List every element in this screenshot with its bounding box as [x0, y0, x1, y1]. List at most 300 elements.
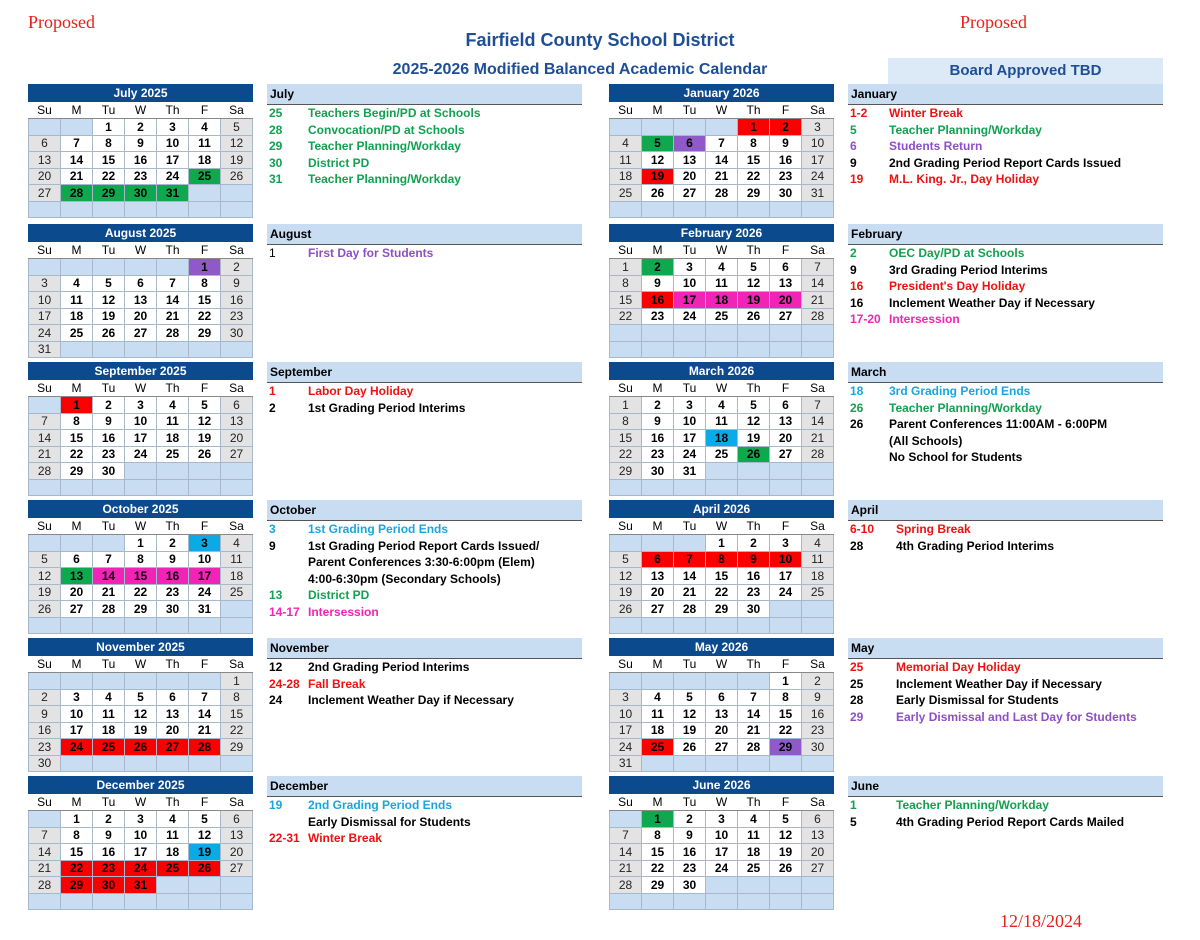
empty-day-cell	[706, 325, 738, 342]
weekday-header: Su	[29, 102, 61, 119]
day-cell: 21	[610, 860, 642, 877]
day-cell: 17	[770, 568, 802, 585]
day-cell: 27	[706, 739, 738, 756]
empty-day-cell	[189, 479, 221, 496]
day-cell: 12	[610, 568, 642, 585]
month-title: June 2026	[609, 776, 834, 794]
day-cell: 1	[770, 673, 802, 690]
empty-day-cell	[189, 617, 221, 634]
event-row	[267, 604, 582, 621]
day-cell: 25	[738, 860, 770, 877]
month-events	[267, 84, 582, 188]
month-events	[267, 776, 582, 847]
day-cell: 10	[125, 413, 157, 430]
event-date: 1-2	[850, 106, 868, 120]
day-cell: 3	[674, 259, 706, 276]
day-cell: 6	[802, 811, 834, 828]
weekday-header: M	[642, 242, 674, 259]
day-cell: 30	[221, 325, 253, 342]
day-cell: 1	[706, 535, 738, 552]
weekday-header: Th	[738, 102, 770, 119]
day-cell: 17	[674, 430, 706, 447]
day-cell: 19	[738, 430, 770, 447]
day-cell: 20	[125, 308, 157, 325]
day-cell: 2	[770, 119, 802, 136]
weekday-header: Sa	[221, 518, 253, 535]
day-cell: 25	[189, 168, 221, 185]
weekday-header: Th	[738, 380, 770, 397]
day-cell: 27	[157, 739, 189, 756]
day-cell: 23	[93, 446, 125, 463]
day-cell: 18	[706, 430, 738, 447]
event-date: 1	[850, 798, 857, 812]
month-table	[609, 794, 834, 910]
weekday-header: W	[125, 380, 157, 397]
event-date: 19	[269, 798, 283, 812]
weekday-header: M	[61, 518, 93, 535]
empty-day-cell	[221, 185, 253, 202]
day-cell: 2	[93, 397, 125, 414]
day-cell: 28	[802, 446, 834, 463]
empty-day-cell	[610, 341, 642, 358]
weekday-header: F	[189, 656, 221, 673]
day-cell: 25	[642, 739, 674, 756]
day-cell: 11	[157, 413, 189, 430]
event-date: 28	[850, 693, 864, 707]
weekday-header: Sa	[802, 518, 834, 535]
day-cell: 26	[221, 168, 253, 185]
day-cell: 15	[61, 844, 93, 861]
proposed-label-left: Proposed	[28, 12, 95, 32]
day-cell: 29	[642, 877, 674, 894]
day-cell: 14	[157, 292, 189, 309]
event-date: 26	[850, 400, 864, 415]
weekday-header: Su	[29, 656, 61, 673]
empty-day-cell	[157, 479, 189, 496]
empty-day-cell	[610, 673, 642, 690]
day-cell: 14	[93, 568, 125, 585]
day-cell: 20	[674, 168, 706, 185]
event-text: 2nd Grading Period Ends	[308, 798, 453, 812]
month-calendar	[609, 362, 834, 496]
event-row	[267, 538, 582, 555]
empty-day-cell	[157, 617, 189, 634]
day-cell: 3	[157, 119, 189, 136]
day-cell: 17	[674, 292, 706, 309]
month-title: December 2025	[28, 776, 253, 794]
day-cell: 5	[738, 259, 770, 276]
event-date: 28	[850, 538, 864, 553]
day-cell: 8	[61, 827, 93, 844]
month-table	[28, 518, 253, 634]
day-cell: 28	[189, 739, 221, 756]
weekday-header: Tu	[674, 656, 706, 673]
day-cell: 26	[642, 185, 674, 202]
event-text: (All Schools)	[889, 433, 963, 448]
event-date: 1	[269, 246, 276, 260]
event-text: Inclement Weather Day if Necessary	[889, 295, 1095, 310]
weekday-header: W	[706, 518, 738, 535]
empty-day-cell	[770, 341, 802, 358]
day-cell: 12	[125, 706, 157, 723]
month-table	[609, 102, 834, 218]
day-cell: 15	[125, 568, 157, 585]
day-cell: 2	[802, 673, 834, 690]
day-cell: 19	[770, 844, 802, 861]
event-text: 3rd Grading Period Interims	[889, 262, 1048, 277]
day-cell: 6	[674, 135, 706, 152]
day-cell: 17	[610, 722, 642, 739]
day-cell: 28	[802, 308, 834, 325]
day-cell: 29	[61, 463, 93, 480]
event-row	[267, 105, 582, 122]
day-cell: 7	[610, 827, 642, 844]
empty-day-cell	[738, 325, 770, 342]
day-cell: 16	[221, 292, 253, 309]
day-cell: 21	[29, 860, 61, 877]
day-cell: 19	[674, 722, 706, 739]
event-text: Teacher Planning/Workday	[889, 122, 1042, 137]
month-calendar	[28, 500, 253, 634]
weekday-header: Th	[157, 518, 189, 535]
empty-day-cell	[674, 341, 706, 358]
event-row	[848, 155, 1163, 172]
events-month-heading: August	[267, 224, 582, 245]
day-cell: 3	[61, 689, 93, 706]
weekday-header: F	[770, 242, 802, 259]
day-cell: 12	[674, 706, 706, 723]
event-text: 3rd Grading Period Ends	[889, 384, 1031, 398]
day-cell: 8	[189, 275, 221, 292]
weekday-header: W	[706, 102, 738, 119]
weekday-header: F	[770, 380, 802, 397]
event-date: 24	[269, 693, 283, 707]
day-cell: 24	[61, 739, 93, 756]
empty-day-cell	[642, 673, 674, 690]
day-cell: 7	[706, 135, 738, 152]
event-text: District PD	[308, 588, 370, 602]
empty-day-cell	[93, 201, 125, 218]
empty-day-cell	[29, 535, 61, 552]
day-cell: 18	[61, 308, 93, 325]
day-cell: 9	[642, 275, 674, 292]
empty-day-cell	[610, 201, 642, 218]
day-cell: 22	[61, 860, 93, 877]
weekday-header: Th	[157, 794, 189, 811]
month-events	[848, 84, 1163, 188]
day-cell: 10	[770, 551, 802, 568]
empty-day-cell	[93, 479, 125, 496]
day-cell: 3	[706, 811, 738, 828]
event-date: 1	[269, 384, 276, 398]
month-table	[28, 794, 253, 910]
empty-day-cell	[802, 341, 834, 358]
event-date: 16	[850, 279, 864, 293]
empty-day-cell	[29, 259, 61, 276]
empty-day-cell	[125, 673, 157, 690]
day-cell: 2	[93, 811, 125, 828]
weekday-header: W	[706, 380, 738, 397]
event-date: 6-10	[850, 522, 875, 536]
weekday-header: W	[706, 656, 738, 673]
empty-day-cell	[706, 463, 738, 480]
day-cell: 7	[29, 827, 61, 844]
event-text: 1st Grading Period Report Cards Issued/	[308, 538, 540, 553]
empty-day-cell	[738, 877, 770, 894]
day-cell: 17	[802, 152, 834, 169]
empty-day-cell	[706, 673, 738, 690]
day-cell: 14	[29, 430, 61, 447]
day-cell: 21	[61, 168, 93, 185]
day-cell: 4	[610, 135, 642, 152]
day-cell: 12	[738, 413, 770, 430]
day-cell: 12	[189, 827, 221, 844]
empty-day-cell	[157, 463, 189, 480]
day-cell: 5	[642, 135, 674, 152]
day-cell: 11	[706, 413, 738, 430]
day-cell: 4	[157, 397, 189, 414]
day-cell: 23	[221, 308, 253, 325]
day-cell: 19	[221, 152, 253, 169]
day-cell: 26	[189, 860, 221, 877]
empty-day-cell	[642, 479, 674, 496]
empty-day-cell	[221, 463, 253, 480]
empty-day-cell	[706, 877, 738, 894]
month-table	[28, 380, 253, 496]
day-cell: 8	[125, 551, 157, 568]
events-month-heading: May	[848, 638, 1163, 659]
day-cell: 29	[61, 877, 93, 894]
event-row	[848, 245, 1163, 262]
event-row	[848, 262, 1163, 279]
event-row	[848, 171, 1163, 188]
weekday-header: Sa	[802, 380, 834, 397]
day-cell: 25	[157, 446, 189, 463]
day-cell: 29	[770, 739, 802, 756]
day-cell: 23	[738, 584, 770, 601]
day-cell: 10	[125, 827, 157, 844]
day-cell: 20	[157, 722, 189, 739]
day-cell: 28	[674, 601, 706, 618]
day-cell: 15	[770, 706, 802, 723]
weekday-header: Sa	[221, 102, 253, 119]
day-cell: 27	[61, 601, 93, 618]
day-cell: 29	[738, 185, 770, 202]
day-cell: 1	[93, 119, 125, 136]
day-cell: 22	[93, 168, 125, 185]
day-cell: 27	[802, 860, 834, 877]
day-cell: 3	[29, 275, 61, 292]
events-month-heading: April	[848, 500, 1163, 521]
day-cell: 22	[189, 308, 221, 325]
day-cell: 16	[642, 430, 674, 447]
day-cell: 2	[738, 535, 770, 552]
day-cell: 13	[157, 706, 189, 723]
empty-day-cell	[157, 341, 189, 358]
day-cell: 1	[610, 259, 642, 276]
weekday-header: Sa	[221, 794, 253, 811]
day-cell: 26	[93, 325, 125, 342]
day-cell: 28	[706, 185, 738, 202]
day-cell: 21	[189, 722, 221, 739]
day-cell: 20	[802, 844, 834, 861]
day-cell: 4	[706, 397, 738, 414]
empty-day-cell	[61, 201, 93, 218]
weekday-header: F	[189, 242, 221, 259]
event-row	[848, 138, 1163, 155]
month-table	[28, 242, 253, 358]
day-cell: 8	[93, 135, 125, 152]
proposed-label-right: Proposed	[960, 12, 1027, 32]
day-cell: 24	[770, 584, 802, 601]
event-text: Parent Conferences 11:00AM - 6:00PM	[889, 417, 1108, 431]
weekday-header: Th	[738, 794, 770, 811]
day-cell: 11	[157, 827, 189, 844]
event-row	[267, 171, 582, 188]
day-cell: 1	[221, 673, 253, 690]
event-row	[848, 538, 1163, 555]
day-cell: 15	[610, 292, 642, 309]
day-cell: 29	[706, 601, 738, 618]
day-cell: 10	[610, 706, 642, 723]
day-cell: 23	[157, 584, 189, 601]
day-cell: 14	[802, 413, 834, 430]
empty-day-cell	[770, 601, 802, 618]
weekday-header: Su	[29, 242, 61, 259]
day-cell: 23	[642, 308, 674, 325]
weekday-header: Th	[738, 242, 770, 259]
day-cell: 27	[29, 185, 61, 202]
event-row	[267, 554, 582, 571]
events-month-heading: September	[267, 362, 582, 383]
day-cell: 28	[157, 325, 189, 342]
event-text: Winter Break	[889, 106, 963, 120]
day-cell: 23	[802, 722, 834, 739]
event-row	[848, 122, 1163, 139]
event-row	[267, 814, 582, 831]
day-cell: 25	[93, 739, 125, 756]
empty-day-cell	[674, 201, 706, 218]
day-cell: 9	[93, 413, 125, 430]
month-table	[609, 242, 834, 358]
empty-day-cell	[157, 877, 189, 894]
day-cell: 20	[706, 722, 738, 739]
empty-day-cell	[157, 755, 189, 772]
empty-day-cell	[61, 755, 93, 772]
day-cell: 31	[125, 877, 157, 894]
day-cell: 5	[610, 551, 642, 568]
event-date: 3	[269, 522, 276, 536]
day-cell: 29	[93, 185, 125, 202]
day-cell: 9	[802, 689, 834, 706]
day-cell: 8	[738, 135, 770, 152]
events-month-heading: November	[267, 638, 582, 659]
day-cell: 24	[706, 860, 738, 877]
day-cell: 18	[189, 152, 221, 169]
day-cell: 13	[674, 152, 706, 169]
empty-day-cell	[674, 893, 706, 910]
weekday-header: Sa	[221, 242, 253, 259]
day-cell: 27	[125, 325, 157, 342]
empty-day-cell	[93, 893, 125, 910]
month-table	[609, 518, 834, 634]
month-calendar	[609, 500, 834, 634]
day-cell: 30	[157, 601, 189, 618]
day-cell: 25	[706, 308, 738, 325]
empty-day-cell	[61, 119, 93, 136]
day-cell: 6	[770, 397, 802, 414]
day-cell: 10	[674, 275, 706, 292]
empty-day-cell	[706, 341, 738, 358]
day-cell: 31	[29, 341, 61, 358]
weekday-header: Su	[610, 794, 642, 811]
weekday-header: Tu	[674, 518, 706, 535]
day-cell: 6	[61, 551, 93, 568]
day-cell: 10	[157, 135, 189, 152]
empty-day-cell	[29, 201, 61, 218]
day-cell: 29	[221, 739, 253, 756]
day-cell: 25	[706, 446, 738, 463]
empty-day-cell	[770, 479, 802, 496]
event-date: 30	[269, 155, 283, 170]
day-cell: 6	[706, 689, 738, 706]
day-cell: 24	[802, 168, 834, 185]
empty-day-cell	[221, 479, 253, 496]
event-text: Spring Break	[896, 522, 971, 536]
event-row	[848, 692, 1163, 709]
empty-day-cell	[706, 119, 738, 136]
day-cell: 8	[610, 275, 642, 292]
day-cell: 13	[770, 275, 802, 292]
event-row	[267, 521, 582, 538]
day-cell: 4	[93, 689, 125, 706]
empty-day-cell	[29, 893, 61, 910]
event-row	[267, 122, 582, 139]
empty-day-cell	[706, 617, 738, 634]
empty-day-cell	[674, 535, 706, 552]
empty-day-cell	[642, 119, 674, 136]
empty-day-cell	[61, 479, 93, 496]
empty-day-cell	[642, 893, 674, 910]
event-date: 13	[269, 588, 283, 602]
empty-day-cell	[802, 601, 834, 618]
empty-day-cell	[642, 617, 674, 634]
day-cell: 6	[221, 397, 253, 414]
day-cell: 5	[738, 397, 770, 414]
event-row	[848, 311, 1163, 328]
month-events	[267, 638, 582, 709]
event-row	[848, 105, 1163, 122]
day-cell: 17	[125, 430, 157, 447]
empty-day-cell	[189, 341, 221, 358]
empty-day-cell	[802, 479, 834, 496]
empty-day-cell	[610, 119, 642, 136]
event-row	[848, 400, 1163, 417]
day-cell: 18	[706, 292, 738, 309]
weekday-header: M	[642, 102, 674, 119]
day-cell: 5	[674, 689, 706, 706]
day-cell: 12	[29, 568, 61, 585]
day-cell: 22	[610, 308, 642, 325]
day-cell: 9	[642, 413, 674, 430]
day-cell: 28	[61, 185, 93, 202]
event-row	[848, 383, 1163, 400]
empty-day-cell	[221, 877, 253, 894]
weekday-header: F	[770, 656, 802, 673]
day-cell: 19	[93, 308, 125, 325]
events-month-heading: January	[848, 84, 1163, 105]
day-cell: 15	[706, 568, 738, 585]
